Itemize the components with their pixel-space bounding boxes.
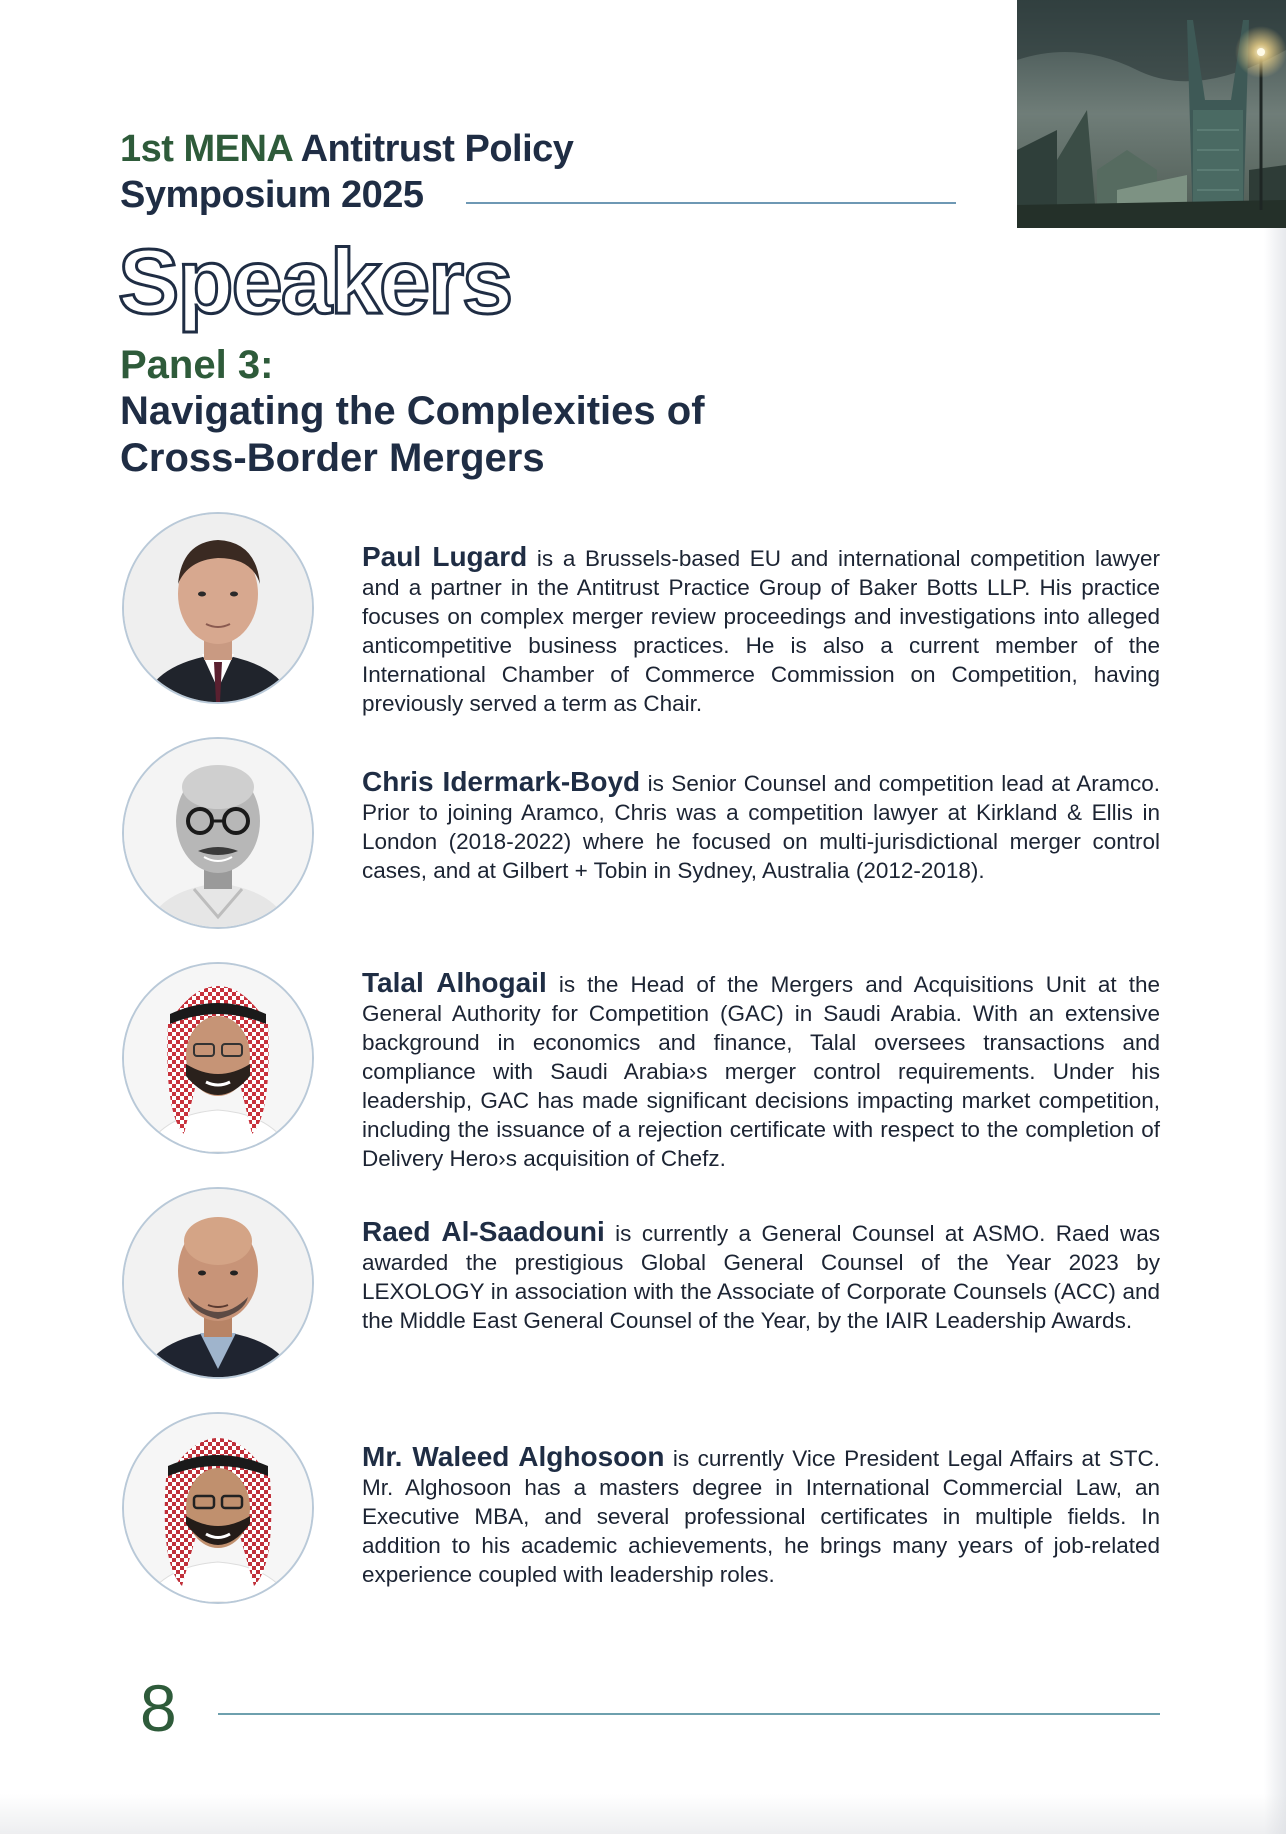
event-title-accent: 1st MENA <box>120 128 292 170</box>
speaker-bio <box>362 1442 1160 1589</box>
speaker-name: Chris Idermark-Boyd <box>362 766 641 797</box>
city-skyline-photo <box>1017 0 1286 228</box>
speaker-bio-text: is currently Vice President Legal Affairs at STC. Mr. Alghosoon has a masters degree in International Commercial Law, an Executive MBA, and several professional certificates in multiple fields. In addition to his academic achievements, he brings many years of job-related experience coupled with leadership roles. <box>362 1446 1160 1587</box>
panel-title-line2: Cross-Border Mergers <box>120 436 545 480</box>
speaker-photo <box>122 1412 314 1604</box>
panel-title-line1: Navigating the Complexities of <box>120 389 705 433</box>
speaker-bio-text: is the Head of the Mergers and Acquisitions Unit at the General Authority for Competition (GAC) in Saudi Arabia. With an extensive background in economics and finance, Talal oversees transactions and compliance with Saudi Arabia›s merger control requirements. Under his leadership, GAC has made significant decisions impacting market competition, including the issuance of a rejection certificate with respect to the completion of Delivery Hero›s acquisition of Chefz. <box>362 972 1160 1171</box>
speaker-bio-text: is Senior Counsel and competition lead at Aramco. Prior to joining Aramco, Chris was a competition lawyer at Kirkland & Ellis in London (2018-2022) where he focused on multi-jurisdictional merger control cases, and at Gilbert + Tobin in Sydney, Australia (2012-2018). <box>362 771 1160 883</box>
speaker-name: Talal Alhogail <box>362 967 547 998</box>
speaker-bio-text: is a Brussels-based EU and international competition lawyer and a partner in the Antitrust Practice Group of Baker Botts LLP. His practice focuses on complex merger review proceedings and investigations into alleged anticompetitive business practices. He is also a current member of the International Chamber of Commerce Commission on Competition, having previously served a term as Chair. <box>362 546 1160 716</box>
footer-divider <box>218 1713 1160 1715</box>
section-heading: Speakers <box>118 231 512 333</box>
speaker-name: Mr. Waleed Alghosoon <box>362 1441 665 1472</box>
event-title <box>120 126 640 218</box>
panel-number: Panel 3: <box>120 343 274 387</box>
speaker-photo <box>122 512 314 704</box>
speaker-bio <box>362 1217 1160 1335</box>
event-title-line2: Symposium 2025 <box>120 174 424 216</box>
page-bottom-shadow <box>0 1794 1286 1834</box>
speaker-name: Raed Al-Saadouni <box>362 1216 605 1247</box>
speaker-bio <box>362 767 1160 885</box>
speaker-bio <box>362 542 1160 718</box>
event-title-rest: Antitrust Policy <box>291 128 574 170</box>
speaker-photo <box>122 1187 314 1379</box>
page-edge-shadow <box>1264 0 1286 1834</box>
panel-title <box>120 388 820 482</box>
speaker-bio-text: is currently a General Counsel at ASMO. Raed was awarded the prestigious Global General Counsel of the Year 2023 by LEXOLOGY in association with the Associate of Corporate Counsels (ACC) and the Middle East General Counsel of the Year, by the IAIR Leadership Awards. <box>362 1221 1160 1333</box>
speaker-photo <box>122 962 314 1154</box>
speaker-name: Paul Lugard <box>362 541 528 572</box>
speaker-bio <box>362 968 1160 1173</box>
page-number: 8 <box>140 1671 177 1745</box>
speaker-photo <box>122 737 314 929</box>
header-divider <box>466 202 956 204</box>
